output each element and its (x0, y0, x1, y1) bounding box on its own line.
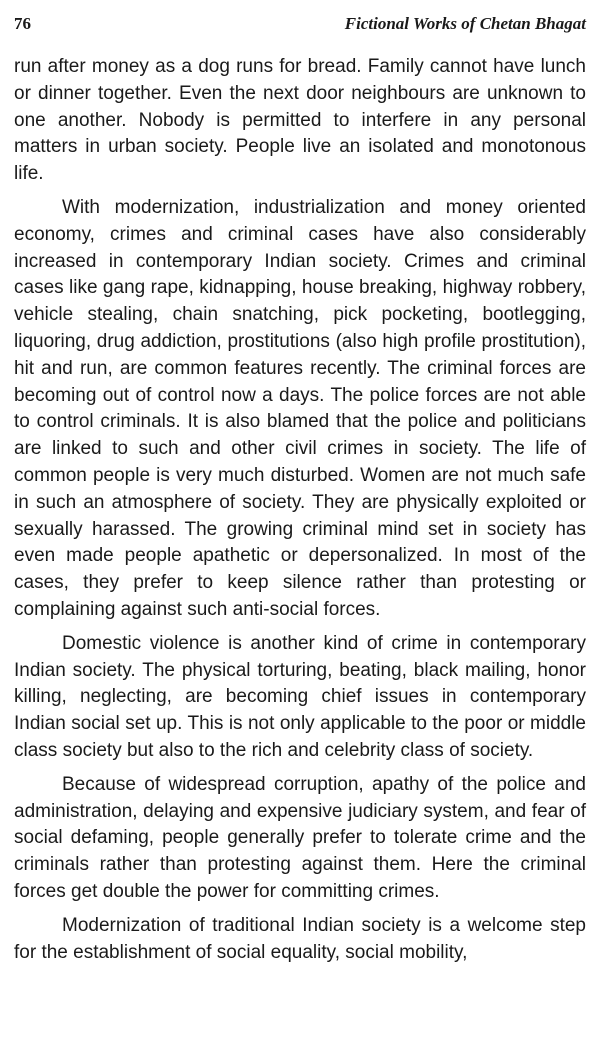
paragraph: Domestic violence is another kind of crime in contemporary Indian society. The physical torturing, beating, black mailing, honor killing, neglecting, are becoming chief issues in contemporary Indian social set up. This is not only applicable to the poor or middle class society but also to the rich and celebrity class of society. (14, 632, 586, 761)
body-text (14, 54, 586, 966)
paragraph-continued: run after money as a dog runs for bread. Family cannot have lunch or dinner together. Even the next door neighbours are unknown to one another. Nobody is permitted to interfere in any personal matters in urban society. People live an isolated and monotonous life. (14, 56, 586, 185)
paragraph: With modernization, industrialization and money oriented economy, crimes and criminal cases have also considerably increased in contemporary Indian society. Crimes and criminal cases like gang rape, kidnapping, house breaking, highway robbery, vehicle stealing, chain snatching, pick pocketing, bootlegging, liquoring, drug addiction, prostitutions (also high profile prostitution), hit and run, are common features recently. The criminal forces are becoming out of control now a days. The police forces are not able to control criminals. It is also blamed that the police and politicians are linked to such and other civil crimes in society. The life of common people is very much disturbed. Women are not much safe in such an atmosphere of society. They are physically exploited or sexually harassed. The growing criminal mind set in society has even made people apathetic or depersonalized. In most of the cases, they prefer to keep silence rather than protesting or complaining against such anti-social forces. (14, 196, 586, 620)
page-number: 76 (14, 14, 31, 33)
running-title: Fictional Works of Chetan Bhagat (344, 14, 586, 33)
paragraph: Modernization of traditional Indian society is a welcome step for the establishment of social equality, social mobility, (14, 914, 586, 963)
paragraph: Because of widespread corruption, apathy of the police and administration, delaying and expensive judiciary system, and fear of social defaming, people generally prefer to tolerate crime and the criminals rather than protesting against them. Here the criminal forces get double the power for committing crimes. (14, 773, 586, 902)
running-header (14, 14, 586, 40)
book-page (14, 14, 586, 973)
